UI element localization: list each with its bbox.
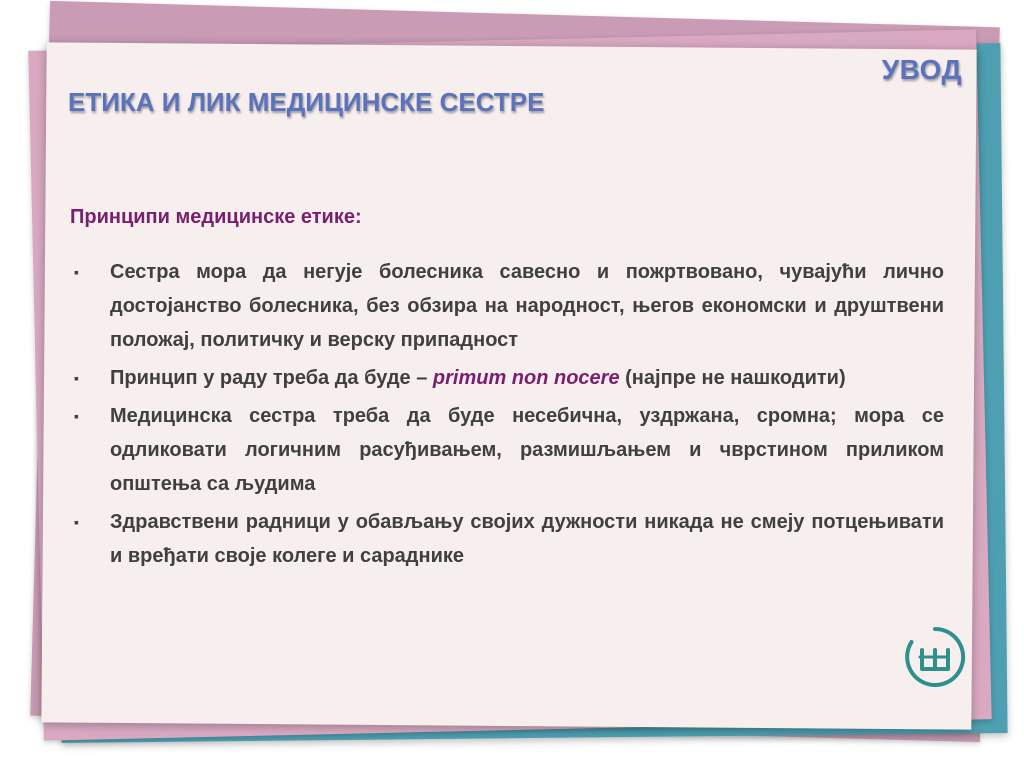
bullet-text: Сестра мора да негује болесника савесно и пожртвовано, чувајући лично достојанство болесника, без обзира на народност, његов економски и друштвени положај, политичку и верску припадност <box>110 261 944 351</box>
bullet-item <box>70 255 944 357</box>
bullet-marker-icon: ▪ <box>74 264 79 280</box>
bullet-text-before: Принцип у раду треба да буде – <box>110 367 433 389</box>
bullet-marker-icon: ▪ <box>74 514 79 530</box>
bullet-item <box>70 505 944 573</box>
bullet-list <box>70 255 944 577</box>
bullet-text: Медицинска сестра треба да буде несебична, уздржана, сромна; мора се одликовати логичним расуђивањем, размишљањем и чврстином приликом општења са људима <box>110 405 944 495</box>
subtitle: Принципи медицинске етике: <box>70 206 362 228</box>
page-title: ЕТИКА И ЛИК МЕДИЦИНСКЕ СЕСТРЕ <box>68 87 545 117</box>
bullet-marker-icon: ▪ <box>74 408 79 424</box>
school-logo-icon <box>902 624 968 690</box>
section-label: УВОД <box>881 54 962 85</box>
bullet-marker-icon: ▪ <box>74 370 79 386</box>
bullet-text-after: (најпре не нашкодити) <box>619 367 846 389</box>
bullet-text: Здравствени радници у обављању својих дужности никада не смеју потцењивати и вређати своје колеге и сараднике <box>110 511 944 567</box>
latin-phrase: primum non nocere <box>432 367 620 389</box>
bullet-item <box>70 399 944 501</box>
bullet-item <box>70 361 944 395</box>
